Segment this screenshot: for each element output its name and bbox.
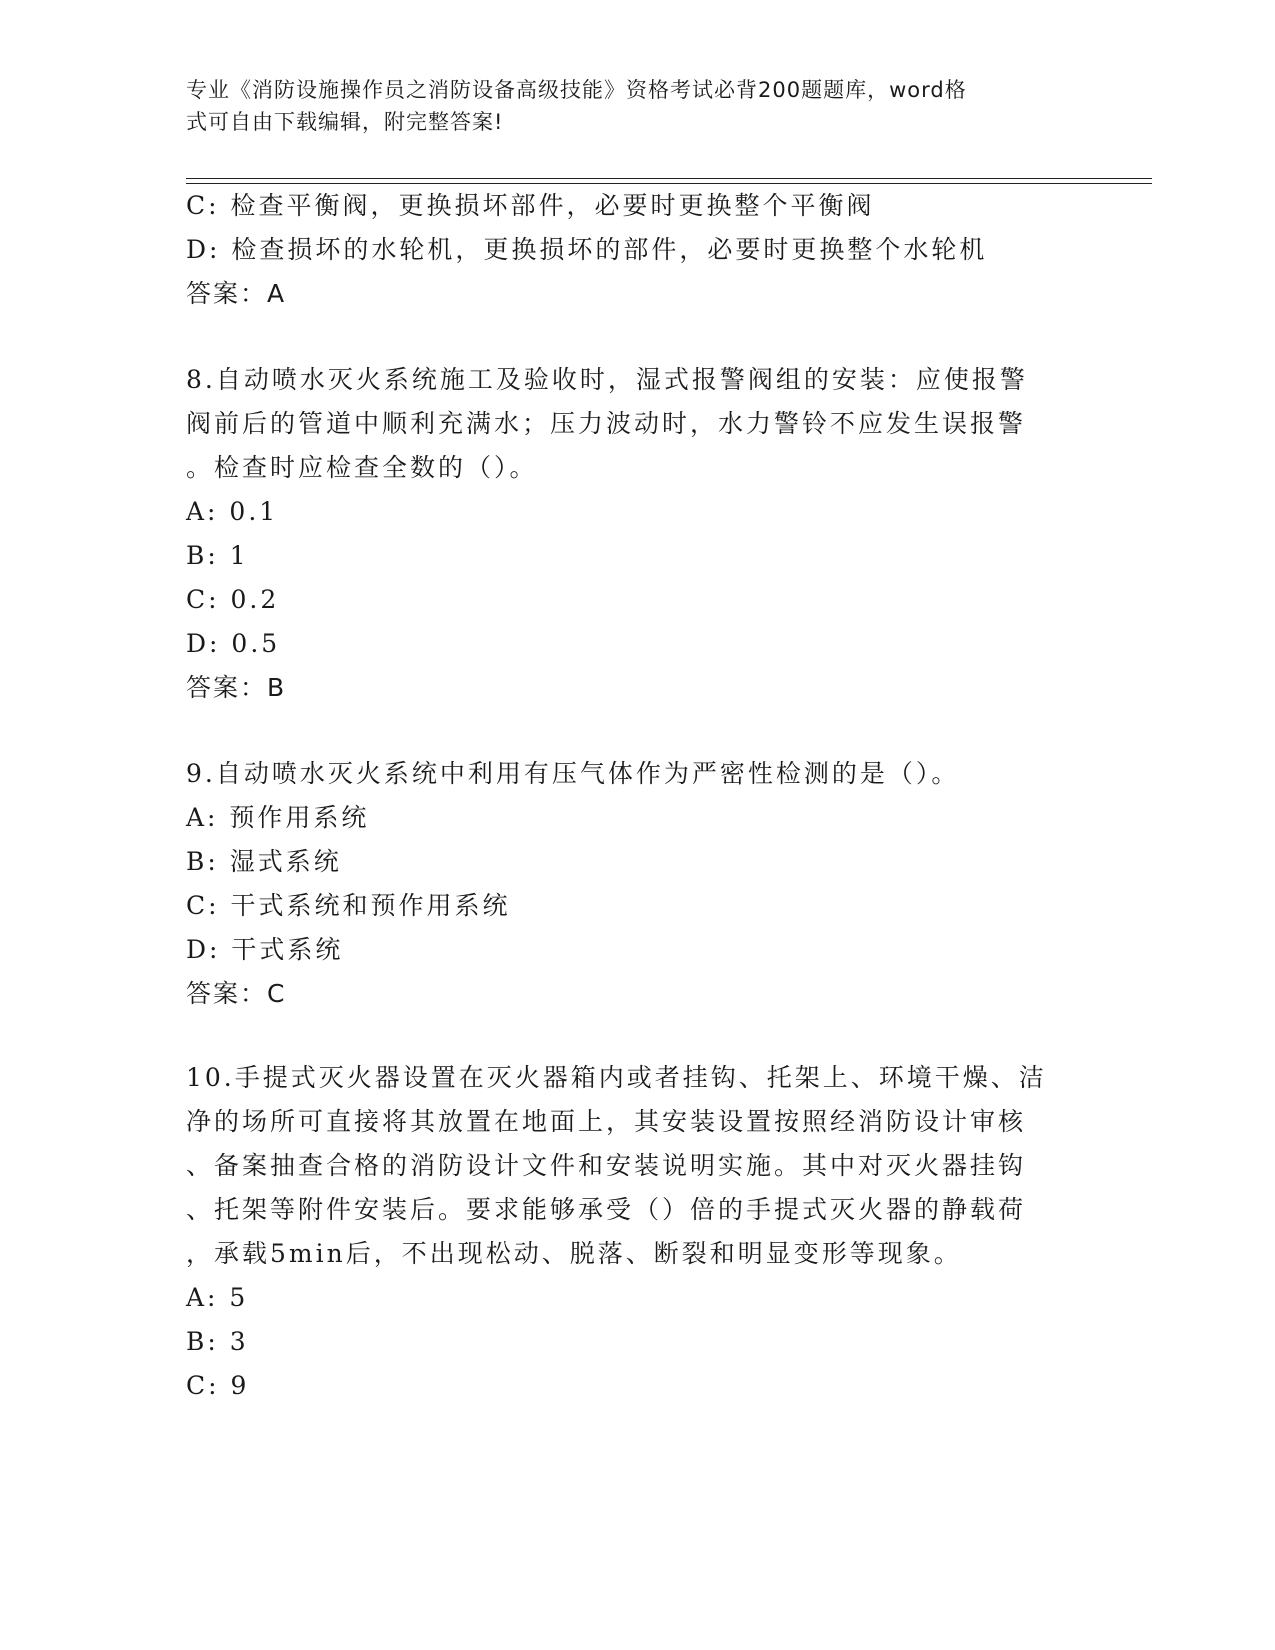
question-7-answer: 答案：A [186,279,287,308]
question-7-option-c: C: 检查平衡阀，更换损坏部件，必要时更换整个平衡阀 [186,191,875,220]
question-9-answer: 答案：C [186,979,287,1008]
header-divider-top [186,178,1152,179]
question-10-text-line-4: 、托架等附件安装后。要求能够承受（）倍的手提式灭火器的静载荷 [186,1195,1027,1224]
question-9-option-b: B: 湿式系统 [186,847,342,876]
question-8-option-d: D: 0.5 [186,629,281,658]
question-10-text-line-1: 10.手提式灭火器设置在灭火器箱内或者挂钩、托架上、环境干燥、洁 [186,1063,1047,1092]
question-9-option-c: C: 干式系统和预作用系统 [186,891,511,920]
header-divider-bottom [186,183,1152,184]
question-8-answer: 答案：B [186,673,287,702]
question-8-option-a: A: 0.1 [186,497,279,526]
question-10-option-b: B: 3 [186,1327,249,1356]
question-8-text-line-2: 阀前后的管道中顺利充满水；压力波动时，水力警铃不应发生误报警 [186,409,1027,438]
question-10-text-line-5: ，承载5min后，不出现松动、脱落、断裂和明显变形等现象。 [186,1239,962,1268]
question-9-option-a: A: 预作用系统 [186,803,370,832]
header-line-1: 专业《消防设施操作员之消防设备高级技能》资格考试必背200题题库，word格 [186,78,967,102]
question-10-text-line-3: 、备案抽查合格的消防设计文件和安装说明实施。其中对灭火器挂钩 [186,1151,1027,1180]
header-line-2: 式可自由下载编辑，附完整答案! [186,110,504,134]
question-10-text-line-2: 净的场所可直接将其放置在地面上，其安装设置按照经消防设计审核 [186,1107,1027,1136]
question-8-text-line-1: 8.自动喷水灭火系统施工及验收时，湿式报警阀组的安装：应使报警 [186,365,1028,394]
question-8-text-line-3: 。检查时应检查全数的（）。 [186,453,538,482]
question-9-option-d: D: 干式系统 [186,935,344,964]
question-10-option-a: A: 5 [186,1283,249,1312]
question-8-option-b: B: 1 [186,541,249,570]
question-7-option-d: D: 检查损坏的水轮机，更换损坏的部件，必要时更换整个水轮机 [186,235,988,264]
question-8-option-c: C: 0.2 [186,585,280,614]
question-10-option-c: C: 9 [186,1371,250,1400]
document-header [186,74,1066,138]
question-9-text-line-1: 9.自动喷水灭火系统中利用有压气体作为严密性检测的是（）。 [186,759,960,788]
